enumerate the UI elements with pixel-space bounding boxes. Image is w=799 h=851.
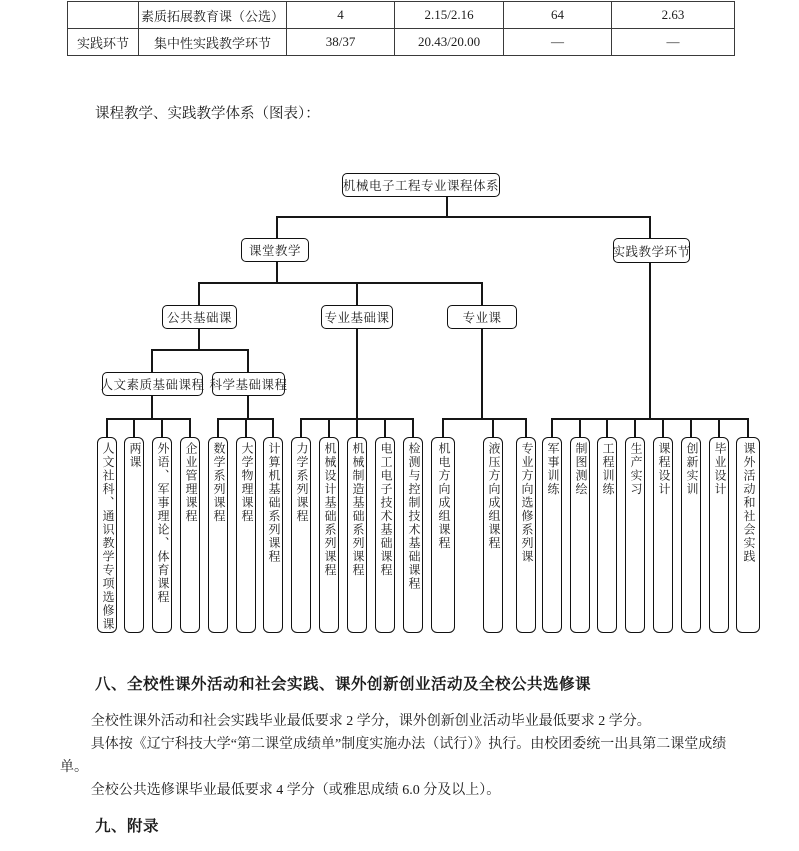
leaf-enterprise-management: 企业管理课程 [180, 437, 200, 633]
leaf-engineering-training: 工程训练 [597, 437, 617, 633]
cell-ratio: 2.63 [612, 2, 735, 29]
cell-ratio: — [612, 29, 735, 56]
node-practice-teaching: 实践教学环节 [613, 238, 690, 263]
cell-category: 实践环节 [68, 29, 139, 56]
leaf-electrical-electronics: 电工电子技术基础课程 [375, 437, 395, 633]
connector-humanities-leaves [107, 419, 190, 437]
bottom-text-block [60, 672, 752, 836]
connector-practice-leaves [552, 419, 748, 437]
leaf-mechanics-series: 力学系列课程 [291, 437, 311, 633]
leaf-extracurricular-practice: 课外活动和社会实践 [736, 437, 760, 633]
cell-credits: 38/37 [287, 29, 395, 56]
leaf-production-practice: 生产实习 [625, 437, 645, 633]
connector-level3-bracket [199, 283, 482, 305]
leaf-drawing-mapping: 制图测绘 [570, 437, 590, 633]
leaf-humanities-elective: 人文社科、通识教学专项选修课 [97, 437, 117, 633]
leaf-course-design: 课程设计 [653, 437, 673, 633]
leaf-physics: 大学物理课程 [236, 437, 256, 633]
connector-level4-bracket [152, 350, 248, 372]
node-major-course: 专业课 [447, 305, 517, 329]
section-heading-9: 九、附录 [95, 818, 160, 835]
node-major-basic-course: 专业基础课 [321, 305, 393, 329]
node-classroom-teaching: 课堂教学 [241, 238, 309, 262]
cell-course-type: 素质拓展教育课（公选） [139, 2, 287, 29]
leaf-hydraulic-group: 液压方向成组课程 [483, 437, 503, 633]
leaf-graduation-design: 毕业设计 [709, 437, 729, 633]
leaf-mechatronics-group: 机电方向成组课程 [431, 437, 455, 633]
cell-percent: 20.43/20.00 [395, 29, 504, 56]
connector-level2-bracket [277, 217, 650, 238]
leaf-detection-control: 检测与控制技术基础课程 [403, 437, 423, 633]
leaf-military-training: 军事训练 [542, 437, 562, 633]
cell-hours: 64 [504, 2, 612, 29]
leaf-mech-design: 机械设计基础系列课程 [319, 437, 339, 633]
cell-percent: 2.15/2.16 [395, 2, 504, 29]
leaf-foreign-military-pe: 外语、军事理论、体育课程 [152, 437, 172, 633]
cell-credits: 4 [287, 2, 395, 29]
node-science-basic: 科学基础课程 [212, 372, 285, 396]
connector-science-leaves [218, 419, 273, 437]
node-public-basic-course: 公共基础课 [162, 305, 237, 329]
connector-major-leaves [443, 419, 526, 437]
cell-hours: — [504, 29, 612, 56]
leaf-innovation-training: 创新实训 [681, 437, 701, 633]
leaf-computer-basic: 计算机基础系列课程 [263, 437, 283, 633]
leaf-two-courses: 两课 [124, 437, 144, 633]
cell-course-type: 集中性实践教学环节 [139, 29, 287, 56]
connector-major-basic-leaves [301, 419, 413, 437]
diagram-caption: 课程教学、实践教学体系（图表）： [95, 106, 320, 122]
leaf-major-elective: 专业方向选修系列课 [516, 437, 536, 633]
node-root: 机械电子工程专业课程体系 [342, 173, 500, 197]
section-heading-8: 八、全校性课外活动和社会实践、课外创新创业活动及全校公共选修课 [95, 676, 592, 693]
paragraph-public-elective: 全校公共选修课毕业最低要求 4 学分（或雅思成绩 6.0 分及以上）。 [90, 783, 501, 798]
leaf-mech-manufacture: 机械制造基础系列课程 [347, 437, 367, 633]
paragraph-second-classroom: 具体按《辽宁科技大学“第二课堂成绩单”制度实施办法（试行）》执行。由校团委统一出具第二课堂成绩单。 [60, 737, 727, 775]
paragraph-credit-req-1: 全校性课外活动和社会实践毕业最低要求 2 学分，课外创新创业活动毕业最低要求 2 学分。 [90, 714, 651, 729]
leaf-math-series: 数学系列课程 [208, 437, 228, 633]
node-humanities-basic: 人文素质基础课程 [102, 372, 203, 396]
